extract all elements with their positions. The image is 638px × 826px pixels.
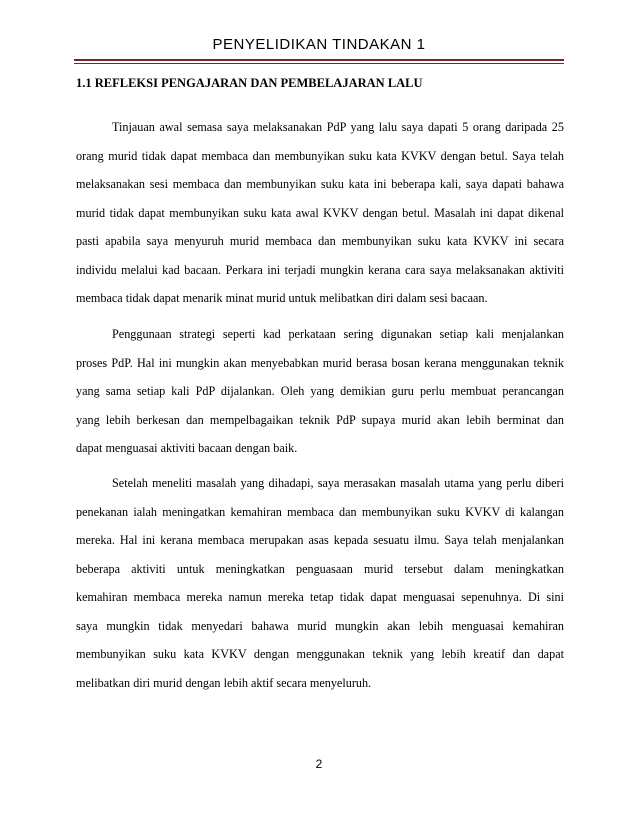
paragraph-line: mereka. Hal ini kerana membaca merupakan asas kepada sesuatu ilmu. Saya telah menjalankan — [76, 533, 564, 547]
paragraph-line: dapat menguasai aktiviti bacaan dengan baik. — [76, 441, 298, 455]
paragraph-line: Penggunaan strategi seperti kad perkataan sering digunakan setiap kali menjalankan — [112, 327, 564, 341]
paragraph-line: membaca tidak dapat menarik minat murid untuk melibatkan diri dalam sesi bacaan. — [76, 291, 488, 305]
paragraph-line: yang sama setiap kali PdP dijalankan. Oleh yang demikian guru perlu membuat perancangan — [76, 384, 564, 398]
paragraph-line: yang lebih berkesan dan mempelbagaikan teknik PdP supaya murid akan lebih berminat dan — [76, 412, 564, 427]
page-number: 2 — [315, 757, 323, 771]
paragraph-line: penekanan ialah meningatkan kemahiran membaca dan membunyikan suku KVKV di kalangan — [76, 504, 564, 519]
paragraph-line: Setelah meneliti masalah yang dihadapi, saya merasakan masalah utama yang perlu diberi — [112, 476, 564, 490]
paragraph-line: membunyikan suku kata KVKV dengan menggunakan teknik yang lebih kreatif dan dapat — [76, 647, 564, 661]
header-rule-thick — [74, 59, 564, 61]
paragraph-line: Tinjauan awal semasa saya melaksanakan PdP yang lalu saya dapati 5 orang daripada 25 — [112, 120, 564, 134]
paragraph-line: individu melalui kad bacaan. Perkara ini terjadi mungkin kerana cara saya melaksanakan aktiviti — [76, 262, 564, 277]
paragraph-line: melibatkan diri murid dengan lebih aktif secara menyeluruh. — [76, 675, 372, 690]
paragraph-2 — [76, 320, 564, 463]
paragraph-1 — [76, 113, 564, 313]
paragraph-line: beberapa aktiviti untuk meningkatkan penguasaan murid tersebut dalam meningkatkan — [76, 561, 564, 576]
paragraph-3 — [76, 469, 564, 697]
header-rule-thin — [74, 63, 564, 64]
paragraph-line: kemahiran membaca mereka namun mereka tetap tidak dapat menguasai sepenuhnya. Di sini — [76, 590, 564, 604]
paragraph-line: proses PdP. Hal ini mungkin akan menyebabkan murid berasa bosan kerana menggunakan teknik — [76, 355, 564, 370]
paragraph-line: pasti apabila saya menyuruh murid membaca dan membunyikan suku kata KVKV ini secara — [76, 234, 564, 248]
paragraph-line: murid tidak dapat membunyikan suku kata awal KVKV dengan betul. Masalah ini dapat dikenal — [76, 205, 564, 220]
paragraph-line: orang murid tidak dapat membaca dan membunyikan suku kata KVKV dengan betul. Saya telah — [76, 148, 564, 163]
page-header-title: PENYELIDIKAN TINDAKAN 1 — [212, 36, 426, 53]
paragraph-line: melaksanakan sesi membaca dan membunyikan suku kata ini beberapa kali, saya dapati bahawa — [76, 177, 564, 191]
paragraph-line: saya mungkin tidak menyedari bahawa murid mungkin akan lebih menguasai kemahiran — [76, 618, 564, 633]
section-heading: 1.1 REFLEKSI PENGAJARAN DAN PEMBELAJARAN LALU — [76, 76, 423, 90]
